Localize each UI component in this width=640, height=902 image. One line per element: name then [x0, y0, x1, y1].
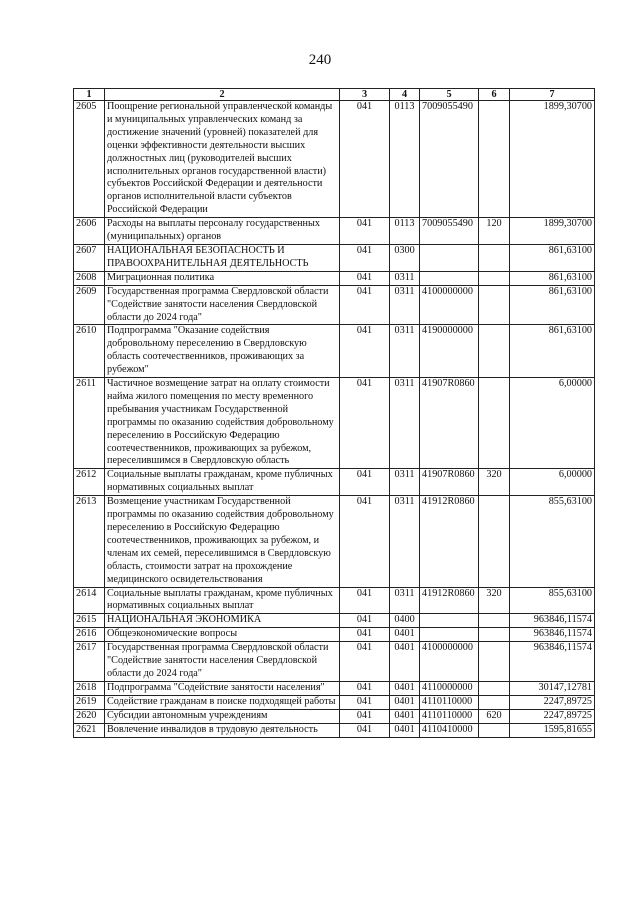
- section-code-cell: 0401: [390, 628, 420, 642]
- table-row: [74, 244, 595, 271]
- target-article-cell: 41907R0860: [420, 469, 479, 496]
- item-name-cell: Содействие гражданам в поиске подходящей работы: [105, 695, 340, 709]
- target-article-cell: 41912R0860: [420, 496, 479, 587]
- row-number-cell: 2608: [74, 271, 105, 285]
- row-number-cell: 2621: [74, 723, 105, 737]
- expense-type-cell: [479, 642, 510, 682]
- target-article-cell: [420, 628, 479, 642]
- table-row: [74, 496, 595, 587]
- row-number-cell: 2606: [74, 218, 105, 245]
- amount-cell: 855,63100: [510, 496, 595, 587]
- item-name-cell: Миграционная политика: [105, 271, 340, 285]
- table-row: [74, 218, 595, 245]
- row-number-cell: 2612: [74, 469, 105, 496]
- amount-cell: 861,63100: [510, 244, 595, 271]
- amount-cell: 2247,89725: [510, 709, 595, 723]
- expense-type-cell: 320: [479, 587, 510, 614]
- column-header: 4: [390, 89, 420, 101]
- target-article-cell: [420, 271, 479, 285]
- row-number-cell: 2607: [74, 244, 105, 271]
- item-name-cell: НАЦИОНАЛЬНАЯ БЕЗОПАСНОСТЬ И ПРАВООХРАНИТЕЛЬНАЯ ДЕЯТЕЛЬНОСТЬ: [105, 244, 340, 271]
- row-number-cell: 2615: [74, 614, 105, 628]
- item-name-cell: НАЦИОНАЛЬНАЯ ЭКОНОМИКА: [105, 614, 340, 628]
- expense-type-cell: [479, 723, 510, 737]
- column-header: 7: [510, 89, 595, 101]
- ministry-code-cell: 041: [340, 285, 390, 325]
- ministry-code-cell: 041: [340, 695, 390, 709]
- target-article-cell: 4100000000: [420, 285, 479, 325]
- target-article-cell: 4100000000: [420, 642, 479, 682]
- target-article-cell: 7009055490: [420, 218, 479, 245]
- amount-cell: 1595,81655: [510, 723, 595, 737]
- amount-cell: 1899,30700: [510, 101, 595, 218]
- target-article-cell: 4110410000: [420, 723, 479, 737]
- expense-type-cell: [479, 681, 510, 695]
- amount-cell: 6,00000: [510, 378, 595, 469]
- row-number-cell: 2611: [74, 378, 105, 469]
- item-name-cell: Вовлечение инвалидов в трудовую деятельность: [105, 723, 340, 737]
- ministry-code-cell: 041: [340, 218, 390, 245]
- ministry-code-cell: 041: [340, 469, 390, 496]
- row-number-cell: 2616: [74, 628, 105, 642]
- section-code-cell: 0113: [390, 218, 420, 245]
- section-code-cell: 0311: [390, 496, 420, 587]
- row-number-cell: 2619: [74, 695, 105, 709]
- table-row: [74, 587, 595, 614]
- amount-cell: 6,00000: [510, 469, 595, 496]
- expense-type-cell: [479, 378, 510, 469]
- target-article-cell: [420, 614, 479, 628]
- row-number-cell: 2609: [74, 285, 105, 325]
- section-code-cell: 0401: [390, 695, 420, 709]
- amount-cell: 861,63100: [510, 285, 595, 325]
- target-article-cell: 4190000000: [420, 325, 479, 378]
- ministry-code-cell: 041: [340, 628, 390, 642]
- table-row: [74, 695, 595, 709]
- amount-cell: 855,63100: [510, 587, 595, 614]
- amount-cell: 861,63100: [510, 271, 595, 285]
- target-article-cell: 41907R0860: [420, 378, 479, 469]
- amount-cell: 30147,12781: [510, 681, 595, 695]
- ministry-code-cell: 041: [340, 496, 390, 587]
- item-name-cell: Социальные выплаты гражданам, кроме публичных нормативных социальных выплат: [105, 469, 340, 496]
- item-name-cell: Социальные выплаты гражданам, кроме публичных нормативных социальных выплат: [105, 587, 340, 614]
- section-code-cell: 0401: [390, 723, 420, 737]
- target-article-cell: 4110110000: [420, 695, 479, 709]
- item-name-cell: Подпрограмма "Оказание содействия добровольному переселению в Свердловскую область соотечественников, проживающих за рубежом": [105, 325, 340, 378]
- amount-cell: 1899,30700: [510, 218, 595, 245]
- expense-type-cell: [479, 325, 510, 378]
- section-code-cell: 0311: [390, 285, 420, 325]
- item-name-cell: Возмещение участникам Государственной программы по оказанию содействия добровольному переселению в Российскую Федерацию соотечественников, проживающих за рубежом, и членам их семей, переселившимся в Свердловскую область, стоимости затрат на прохождение медицинского освидетельствования: [105, 496, 340, 587]
- column-header: 1: [74, 89, 105, 101]
- table-row: [74, 325, 595, 378]
- expense-type-cell: [479, 628, 510, 642]
- ministry-code-cell: 041: [340, 101, 390, 218]
- expense-type-cell: [479, 101, 510, 218]
- expense-type-cell: 120: [479, 218, 510, 245]
- table-row: [74, 101, 595, 218]
- item-name-cell: Поощрение региональной управленческой команды и муниципальных управленческих команд за достижение значений (уровней) показателей для оценки эффективности деятельности высших должностных лиц (руководителей высших исполнительных органов государственной власти) субъектов Российской Федерации и деятельности органов исполнительной власти субъектов Российской Федерации: [105, 101, 340, 218]
- ministry-code-cell: 041: [340, 723, 390, 737]
- column-header: 3: [340, 89, 390, 101]
- amount-cell: 963846,11574: [510, 628, 595, 642]
- ministry-code-cell: 041: [340, 244, 390, 271]
- section-code-cell: 0311: [390, 271, 420, 285]
- ministry-code-cell: 041: [340, 709, 390, 723]
- section-code-cell: 0401: [390, 642, 420, 682]
- table-row: [74, 628, 595, 642]
- table-row: [74, 709, 595, 723]
- row-number-cell: 2613: [74, 496, 105, 587]
- target-article-cell: 4110110000: [420, 709, 479, 723]
- ministry-code-cell: 041: [340, 271, 390, 285]
- expense-type-cell: [479, 271, 510, 285]
- expense-type-cell: [479, 695, 510, 709]
- amount-cell: 963846,11574: [510, 614, 595, 628]
- section-code-cell: 0401: [390, 709, 420, 723]
- section-code-cell: 0401: [390, 681, 420, 695]
- item-name-cell: Государственная программа Свердловской области "Содействие занятости населения Свердловской области до 2024 года": [105, 642, 340, 682]
- item-name-cell: Расходы на выплаты персоналу государственных (муниципальных) органов: [105, 218, 340, 245]
- item-name-cell: Субсидии автономным учреждениям: [105, 709, 340, 723]
- column-header: 2: [105, 89, 340, 101]
- item-name-cell: Частичное возмещение затрат на оплату стоимости найма жилого помещения по месту временного пребывания участникам Государственной программы по оказанию содействия добровольному переселению в Российскую Федерацию соотечественников, проживающих за рубежом, переселившимся в Свердловскую область: [105, 378, 340, 469]
- header-row: [74, 89, 595, 101]
- ministry-code-cell: 041: [340, 681, 390, 695]
- row-number-cell: 2614: [74, 587, 105, 614]
- section-code-cell: 0300: [390, 244, 420, 271]
- amount-cell: 963846,11574: [510, 642, 595, 682]
- table-row: [74, 681, 595, 695]
- row-number-cell: 2617: [74, 642, 105, 682]
- column-header: 6: [479, 89, 510, 101]
- ministry-code-cell: 041: [340, 614, 390, 628]
- table-row: [74, 614, 595, 628]
- expense-type-cell: [479, 496, 510, 587]
- table-row: [74, 271, 595, 285]
- section-code-cell: 0113: [390, 101, 420, 218]
- budget-table: [73, 88, 595, 738]
- page-number: 240: [308, 52, 332, 68]
- expense-type-cell: 320: [479, 469, 510, 496]
- ministry-code-cell: 041: [340, 325, 390, 378]
- expense-type-cell: [479, 285, 510, 325]
- table-row: [74, 378, 595, 469]
- table-row: [74, 285, 595, 325]
- amount-cell: 861,63100: [510, 325, 595, 378]
- section-code-cell: 0311: [390, 325, 420, 378]
- target-article-cell: 41912R0860: [420, 587, 479, 614]
- column-header: 5: [420, 89, 479, 101]
- section-code-cell: 0311: [390, 378, 420, 469]
- section-code-cell: 0400: [390, 614, 420, 628]
- section-code-cell: 0311: [390, 469, 420, 496]
- amount-cell: 2247,89725: [510, 695, 595, 709]
- table-row: [74, 469, 595, 496]
- ministry-code-cell: 041: [340, 378, 390, 469]
- table-row: [74, 723, 595, 737]
- section-code-cell: 0311: [390, 587, 420, 614]
- expense-type-cell: 620: [479, 709, 510, 723]
- table-row: [74, 642, 595, 682]
- target-article-cell: 7009055490: [420, 101, 479, 218]
- row-number-cell: 2610: [74, 325, 105, 378]
- row-number-cell: 2618: [74, 681, 105, 695]
- ministry-code-cell: 041: [340, 642, 390, 682]
- row-number-cell: 2605: [74, 101, 105, 218]
- row-number-cell: 2620: [74, 709, 105, 723]
- item-name-cell: Подпрограмма "Содействие занятости населения": [105, 681, 340, 695]
- item-name-cell: Государственная программа Свердловской области "Содействие занятости населения Свердловской области до 2024 года": [105, 285, 340, 325]
- target-article-cell: [420, 244, 479, 271]
- expense-type-cell: [479, 244, 510, 271]
- expense-type-cell: [479, 614, 510, 628]
- target-article-cell: 4110000000: [420, 681, 479, 695]
- ministry-code-cell: 041: [340, 587, 390, 614]
- item-name-cell: Общеэкономические вопросы: [105, 628, 340, 642]
